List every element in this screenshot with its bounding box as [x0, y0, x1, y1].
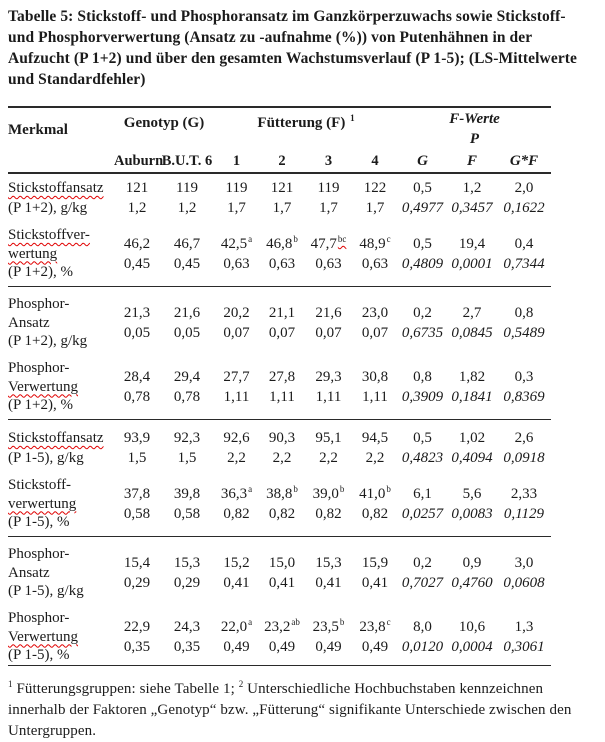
row-label-line: (P 1-5), %: [8, 647, 70, 664]
value-cell: [305, 178, 352, 218]
mean-value: 39,8: [173, 486, 201, 502]
value-cell: [398, 428, 447, 468]
mean-value: 6,1: [413, 486, 432, 502]
p-value: 0,4977: [401, 200, 444, 216]
p-value: 0,3061: [503, 639, 545, 655]
row-label: [8, 545, 114, 601]
value-cell: [305, 359, 352, 415]
significance-superscript: a: [248, 484, 253, 494]
standard-error-value: 0,07: [361, 325, 389, 341]
mean-value: 38,8$^b$: [266, 484, 298, 502]
value-cell: [114, 476, 160, 532]
value-cell: [447, 428, 497, 468]
row-label-line: Phosphor-: [8, 610, 70, 627]
standard-error-value: 2,2: [319, 450, 338, 466]
p-value: 0,0083: [451, 506, 493, 522]
row-label-line: Ansatz: [8, 564, 50, 581]
value-cell: [114, 359, 160, 415]
standard-error-value: 1,7: [272, 200, 292, 216]
mean-value: 0,2: [413, 555, 432, 571]
mean-value: 0,3: [514, 369, 534, 385]
value-cell: [447, 178, 497, 218]
row-label-line: Phosphor-: [8, 360, 70, 377]
standard-error-value: 1,11: [362, 389, 388, 405]
mean-value: 15,9: [361, 555, 389, 571]
standard-error-value: 0,82: [268, 506, 296, 522]
value-cell: [160, 359, 214, 415]
standard-error-value: 0,29: [123, 575, 151, 591]
mean-value: 3,0: [514, 555, 534, 571]
value-cell: [259, 226, 305, 282]
value-cell: [259, 295, 305, 351]
significance-superscript: a: [248, 234, 253, 244]
row-label-line: (P 1-5), g/kg: [8, 450, 84, 466]
column-header-f: F: [466, 152, 477, 169]
mean-value: 2,0: [514, 180, 534, 196]
mean-value: 29,4: [173, 369, 201, 385]
value-cell: [114, 428, 160, 468]
table-row: [8, 226, 551, 282]
standard-error-value: 1,7: [227, 200, 246, 216]
row-label-line: Phosphor-: [8, 296, 70, 313]
table-row: [8, 428, 551, 468]
mean-value: 119: [317, 180, 340, 196]
standard-error-value: 1,7: [365, 200, 385, 216]
p-value: 0,8369: [503, 389, 545, 405]
p-value: 0,1622: [503, 200, 545, 216]
value-cell: [214, 476, 259, 532]
value-cell: [352, 295, 398, 351]
mean-value: 21,3: [123, 305, 151, 321]
value-cell: [447, 226, 497, 282]
header-genotyp: Genotyp (G): [123, 115, 205, 131]
mean-value: 19,4: [458, 236, 486, 252]
mean-value: 92,3: [173, 430, 201, 446]
mean-value: 42,5$^a$: [220, 234, 253, 252]
p-value: 0,1129: [503, 506, 545, 522]
header-f-werte-label: F-Werte: [449, 111, 500, 127]
row-label-line: (P 1+2), g/kg: [8, 200, 88, 216]
footnote-ref-2: 2: [238, 679, 244, 689]
standard-error-value: 1,11: [269, 389, 295, 405]
table-row: [8, 295, 551, 351]
standard-error-value: 1,5: [127, 450, 147, 466]
p-value: 0,5489: [503, 325, 545, 341]
mean-value: 121: [125, 180, 149, 196]
row-label: [8, 609, 114, 665]
row-label: [8, 359, 114, 415]
header-fuetterung-label: Fütterung (F): [257, 115, 346, 131]
rule-section: [8, 286, 551, 287]
value-cell: [398, 545, 447, 601]
value-cell: [214, 178, 259, 218]
row-label-line: (P 1-5), %: [8, 514, 70, 531]
value-cell: [160, 476, 214, 532]
value-cell: [398, 226, 447, 282]
mean-value: 119: [225, 180, 248, 196]
mean-value: 27,7: [223, 369, 250, 385]
row-label-line: Verwertung: [8, 378, 78, 395]
p-value: 0,0004: [451, 639, 493, 655]
column-header-g: G: [417, 152, 428, 169]
mean-value: 23,0: [361, 305, 389, 321]
value-cell: [214, 295, 259, 351]
p-value: 0,4094: [451, 450, 493, 466]
significance-superscript: b: [293, 484, 298, 494]
value-cell: [114, 226, 160, 282]
value-cell: [259, 476, 305, 532]
row-label-line: Ansatz: [8, 314, 50, 331]
standard-error-value: 0,63: [361, 256, 389, 272]
value-cell: [305, 226, 352, 282]
standard-error-value: 0,63: [223, 256, 250, 272]
standard-error-value: 1,2: [127, 200, 147, 216]
significance-superscript: b: [386, 484, 391, 494]
table-row: [8, 359, 551, 415]
value-cell: [398, 609, 447, 665]
standard-error-value: 0,41: [361, 575, 389, 591]
column-header-auburn: Auburn: [114, 152, 164, 169]
significance-superscript: c: [386, 617, 391, 627]
footnote-ref-1: 1: [8, 679, 13, 689]
mean-value: 92,6: [223, 430, 250, 446]
mean-value: 93,9: [123, 430, 151, 446]
value-cell: [114, 178, 160, 218]
value-cell: [305, 428, 352, 468]
mean-value: 8,0: [413, 619, 432, 635]
mean-value: 29,3: [315, 369, 342, 385]
standard-error-value: 0,58: [173, 506, 201, 522]
table-row: [8, 609, 551, 665]
value-cell: [160, 226, 214, 282]
value-cell: [352, 428, 398, 468]
standard-error-value: 0,58: [123, 506, 151, 522]
mean-value: 47,7$^{bc}$: [310, 234, 347, 252]
value-cell: [497, 476, 551, 532]
value-cell: [398, 359, 447, 415]
p-value: 0,4760: [451, 575, 493, 591]
standard-error-value: 1,11: [223, 389, 250, 405]
value-cell: [352, 545, 398, 601]
mean-value: 0,8: [413, 369, 432, 385]
mean-value: 95,1: [315, 430, 342, 446]
table-row: [8, 545, 551, 601]
value-cell: [447, 295, 497, 351]
mean-value: 23,5$^b$: [312, 617, 345, 635]
p-value: 0,0845: [451, 325, 493, 341]
standard-error-value: 0,82: [223, 506, 250, 522]
row-label: [8, 295, 114, 351]
table-header-groups: [8, 108, 551, 150]
mean-value: 2,33: [510, 486, 538, 502]
rule-header: [8, 172, 551, 174]
standard-error-value: 1,5: [177, 450, 197, 466]
significance-superscript: b: [339, 617, 345, 627]
row-label-line: Stickstoffver-: [8, 227, 90, 244]
value-cell: [305, 476, 352, 532]
column-header-4: 4: [371, 152, 379, 169]
rule-section: [8, 536, 551, 537]
mean-value: 21,6: [173, 305, 201, 321]
mean-value: 46,7: [173, 236, 201, 252]
p-value: 0,7027: [401, 575, 444, 591]
mean-value: 10,6: [458, 619, 486, 635]
mean-value: 22,9: [123, 619, 151, 635]
mean-value: 24,3: [173, 619, 201, 635]
mean-value: 23,8$^c$: [359, 617, 391, 635]
mean-value: 0,9: [462, 555, 482, 571]
standard-error-value: 0,41: [268, 575, 296, 591]
standard-error-value: 0,07: [223, 325, 250, 341]
value-cell: [497, 609, 551, 665]
significance-superscript: ab: [291, 617, 300, 627]
footnote: [8, 674, 600, 742]
mean-value: 48,9$^c$: [359, 234, 391, 252]
mean-value: 15,3: [173, 555, 201, 571]
significance-superscript: a: [248, 617, 253, 627]
column-header-1: 1: [232, 152, 241, 169]
header-fuetterung-footnote-ref: 1: [350, 113, 355, 123]
row-label: [8, 476, 114, 532]
standard-error-value: 0,49: [361, 639, 389, 655]
p-value: 0,0001: [451, 256, 493, 272]
p-value: 0,3909: [401, 389, 444, 405]
value-cell: [214, 428, 259, 468]
p-value: 0,3457: [451, 200, 493, 216]
standard-error-value: 0,78: [123, 389, 151, 405]
significance-superscript: b: [339, 484, 345, 494]
p-value: 0,0918: [503, 450, 545, 466]
mean-value: 15,4: [123, 555, 151, 571]
standard-error-value: 0,49: [315, 639, 342, 655]
value-cell: [259, 609, 305, 665]
standard-error-value: 0,07: [268, 325, 296, 341]
row-label-line: wertung: [8, 245, 58, 262]
value-cell: [352, 178, 398, 218]
value-cell: [214, 226, 259, 282]
mean-value: 0,8: [514, 305, 534, 321]
value-cell: [447, 609, 497, 665]
standard-error-value: 0,05: [173, 325, 201, 341]
standard-error-value: 0,41: [315, 575, 342, 591]
row-label-line: (P 1-5), g/kg: [8, 583, 84, 600]
standard-error-value: 0,49: [223, 639, 250, 655]
value-cell: [497, 178, 551, 218]
row-label: [8, 226, 114, 282]
mean-value: 1,82: [458, 369, 486, 385]
header-p-label: P: [469, 131, 480, 147]
value-cell: [160, 428, 214, 468]
value-cell: [305, 545, 352, 601]
column-header-2: 2: [278, 152, 286, 169]
mean-value: 15,2: [223, 555, 250, 571]
standard-error-value: 0,35: [173, 639, 201, 655]
footnote-text-2: Unterschiedliche Hochbuchstaben kennzeichnen innerhalb der Faktoren „Genotyp“ bzw. „Fütterung“ signifikante Unterschiede zwischen den Untergruppen.: [8, 681, 572, 739]
p-value: 0,6735: [401, 325, 444, 341]
mean-value: 41,0$^b$: [359, 484, 391, 502]
value-cell: [259, 428, 305, 468]
significance-superscript: b: [293, 234, 298, 244]
mean-value: 39,0$^b$: [312, 484, 345, 502]
p-value: 0,0120: [401, 639, 444, 655]
mean-value: 1,02: [458, 430, 486, 446]
value-cell: [160, 295, 214, 351]
standard-error-value: 0,82: [361, 506, 389, 522]
value-cell: [259, 178, 305, 218]
value-cell: [114, 295, 160, 351]
mean-value: 0,5: [413, 180, 432, 196]
value-cell: [497, 428, 551, 468]
standard-error-value: 1,2: [177, 200, 197, 216]
row-label-line: (P 1+2), g/kg: [8, 333, 88, 350]
mean-value: 23,2$^{ab}$: [264, 617, 300, 635]
value-cell: [214, 609, 259, 665]
mean-value: 46,2: [123, 236, 151, 252]
mean-value: 2,6: [514, 430, 534, 446]
mean-value: 30,8: [361, 369, 389, 385]
header-merkmal: Merkmal: [8, 121, 68, 138]
value-cell: [497, 295, 551, 351]
row-label-line: Stickstoffansatz: [8, 180, 104, 196]
table-header-columns: [8, 150, 551, 172]
footnote-text-1: Fütterungsgruppen: siehe Tabelle 1;: [12, 681, 239, 697]
standard-error-value: 2,2: [272, 450, 292, 466]
value-cell: [214, 359, 259, 415]
row-label-line: verwertung: [8, 495, 77, 512]
value-cell: [447, 476, 497, 532]
value-cell: [259, 359, 305, 415]
row-label-line: (P 1+2), %: [8, 397, 73, 414]
rule-section: [8, 419, 551, 420]
mean-value: 121: [270, 180, 294, 196]
standard-error-value: 1,11: [315, 389, 342, 405]
row-label: [8, 428, 114, 468]
p-value: 0,1841: [451, 389, 493, 405]
standard-error-value: 2,2: [227, 450, 246, 466]
value-cell: [398, 476, 447, 532]
significance-superscript: c: [386, 234, 391, 244]
value-cell: [352, 476, 398, 532]
mean-value: 28,4: [123, 369, 151, 385]
mean-value: 20,2: [223, 305, 250, 321]
value-cell: [114, 545, 160, 601]
p-value: 0,7344: [503, 256, 545, 272]
mean-value: 0,5: [413, 236, 432, 252]
mean-value: 27,8: [268, 369, 296, 385]
mean-value: 0,4: [514, 236, 534, 252]
value-cell: [305, 295, 352, 351]
mean-value: 15,3: [315, 555, 342, 571]
standard-error-value: 0,29: [173, 575, 201, 591]
row-label-line: Stickstoff-: [8, 477, 72, 494]
mean-value: 5,6: [462, 486, 482, 502]
p-value: 0,4809: [401, 256, 444, 272]
mean-value: 0,2: [413, 305, 432, 321]
standard-error-value: 0,35: [123, 639, 151, 655]
header-f-werte: [398, 110, 551, 150]
table-row: [8, 476, 551, 532]
table-caption: Tabelle 5: Stickstoff- und Phosphoransatz im Ganzkörperzuwachs sowie Stickstoff- und Phosphorverwertung (Ansatz zu -aufnahme (%)) von Putenhähnen in der Aufzucht (P 1+2) und über den gesamten Wachstumsverlauf (P 1-5); (LS-Mittelwerte und Standardfehler): [8, 8, 578, 88]
standard-error-value: 0,78: [173, 389, 201, 405]
value-cell: [398, 178, 447, 218]
mean-value: 22,0$^a$: [220, 617, 253, 635]
standard-error-value: 0,82: [315, 506, 342, 522]
row-label-line: (P 1+2), %: [8, 264, 73, 281]
p-value: 0,4823: [401, 450, 444, 466]
value-cell: [214, 545, 259, 601]
value-cell: [497, 226, 551, 282]
value-cell: [352, 609, 398, 665]
mean-value: 1,3: [514, 619, 534, 635]
value-cell: [497, 359, 551, 415]
value-cell: [447, 545, 497, 601]
row-label: [8, 178, 114, 218]
value-cell: [352, 226, 398, 282]
value-cell: [160, 609, 214, 665]
standard-error-value: 0,41: [223, 575, 250, 591]
mean-value: 119: [176, 180, 198, 196]
row-label-line: Stickstoffansatz: [8, 430, 104, 446]
table-body: [8, 178, 597, 665]
column-header-3: 3: [324, 152, 333, 169]
mean-value: 90,3: [268, 430, 296, 446]
mean-value: 122: [363, 180, 387, 196]
value-cell: [259, 545, 305, 601]
significance-superscript: bc: [337, 234, 347, 244]
mean-value: 94,5: [361, 430, 389, 446]
value-cell: [447, 359, 497, 415]
row-label-line: Verwertung: [8, 628, 78, 645]
mean-value: 36,3$^a$: [220, 484, 253, 502]
value-cell: [160, 178, 214, 218]
value-cell: [398, 295, 447, 351]
value-cell: [160, 545, 214, 601]
rule-bottom: [8, 665, 551, 666]
value-cell: [114, 609, 160, 665]
standard-error-value: 0,45: [173, 256, 201, 272]
table-row: [8, 178, 551, 218]
standard-error-value: 0,05: [123, 325, 151, 341]
mean-value: 15,0: [268, 555, 296, 571]
standard-error-value: 1,7: [319, 200, 338, 216]
mean-value: 2,7: [462, 305, 482, 321]
mean-value: 1,2: [462, 180, 482, 196]
value-cell: [305, 609, 352, 665]
mean-value: 21,1: [268, 305, 296, 321]
standard-error-value: 0,45: [123, 256, 151, 272]
p-value: 0,0257: [401, 506, 444, 522]
row-label-line: Phosphor-: [8, 546, 70, 563]
p-value: 0,0608: [503, 575, 545, 591]
standard-error-value: 2,2: [365, 450, 385, 466]
column-header-b-u-t-6: B.U.T. 6: [161, 152, 213, 169]
mean-value: 46,8$^b$: [266, 234, 298, 252]
column-header-g-f: G*F: [509, 152, 539, 169]
value-cell: [352, 359, 398, 415]
mean-value: 21,6: [315, 305, 342, 321]
standard-error-value: 0,63: [268, 256, 296, 272]
mean-value: 0,5: [413, 430, 432, 446]
standard-error-value: 0,49: [268, 639, 296, 655]
value-cell: [497, 545, 551, 601]
mean-value: 37,8: [123, 486, 151, 502]
header-fuetterung: [214, 110, 398, 150]
standard-error-value: 0,63: [315, 256, 342, 272]
standard-error-value: 0,07: [315, 325, 342, 341]
